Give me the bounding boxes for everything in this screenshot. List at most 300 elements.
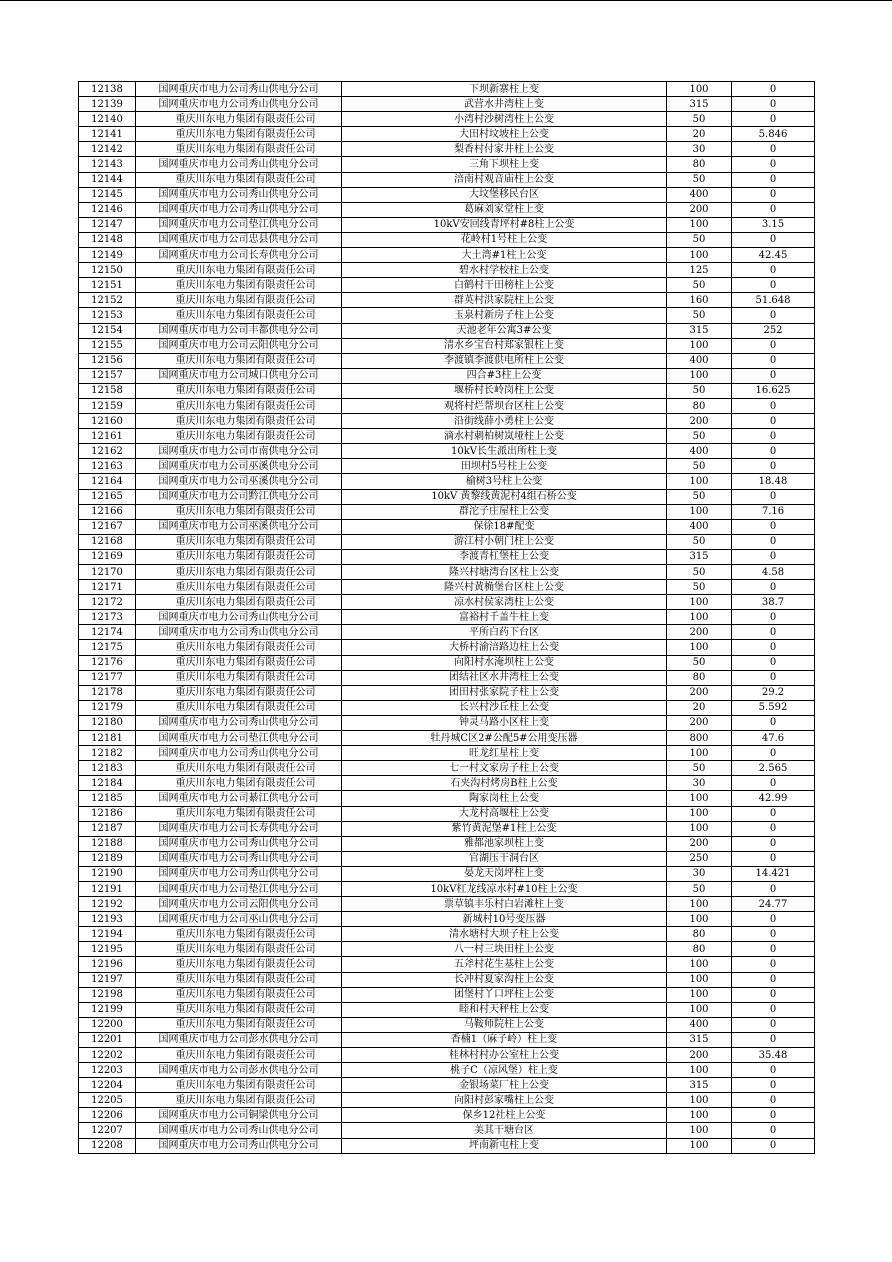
- capacity-cell: 100: [667, 987, 732, 1002]
- row-id-cell: 12207: [79, 1123, 136, 1138]
- capacity-cell: 315: [667, 1032, 732, 1047]
- transformer-name-cell: 团堡村丫口坪柱上公变: [342, 987, 667, 1002]
- value-cell: 0: [732, 776, 815, 791]
- value-cell: 0: [732, 157, 815, 172]
- value-cell: 0: [732, 278, 815, 293]
- table-row: [79, 248, 815, 263]
- transformer-name-cell: 睦和村天秤柱上公变: [342, 1002, 667, 1017]
- transformer-table: [78, 81, 815, 1154]
- value-cell: 4.58: [732, 565, 815, 580]
- value-cell: 0: [732, 444, 815, 459]
- row-id-cell: 12202: [79, 1048, 136, 1063]
- table-row: [79, 881, 815, 896]
- transformer-name-cell: 观将村烂帮坝台区柱上公变: [342, 398, 667, 413]
- value-cell: 0: [732, 97, 815, 112]
- capacity-cell: 100: [667, 610, 732, 625]
- table-row: [79, 776, 815, 791]
- table-row: [79, 836, 815, 851]
- value-cell: 0: [732, 836, 815, 851]
- capacity-cell: 400: [667, 353, 732, 368]
- capacity-cell: 200: [667, 625, 732, 640]
- value-cell: 0: [732, 429, 815, 444]
- transformer-name-cell: 陶家岗柱上公变: [342, 791, 667, 806]
- transformer-name-cell: 田坝村5号柱上公变: [342, 459, 667, 474]
- transformer-name-cell: 官湖压干洞台区: [342, 851, 667, 866]
- capacity-cell: 50: [667, 232, 732, 247]
- transformer-name-cell: 马鞍师院柱上公变: [342, 1017, 667, 1032]
- company-cell: 国网重庆市电力公司秀山供电分公司: [136, 746, 342, 761]
- table-row: [79, 1017, 815, 1032]
- row-id-cell: 12191: [79, 881, 136, 896]
- company-cell: 国网重庆市电力公司云阳供电分公司: [136, 338, 342, 353]
- transformer-name-cell: 下坝新寨柱上变: [342, 82, 667, 97]
- transformer-name-cell: 牡丹城C区2#公配5#公用变压器: [342, 731, 667, 746]
- value-cell: 0: [732, 580, 815, 595]
- value-cell: 0: [732, 670, 815, 685]
- table-row: [79, 655, 815, 670]
- row-id-cell: 12200: [79, 1017, 136, 1032]
- company-cell: 重庆川东电力集团有限责任公司: [136, 942, 342, 957]
- table-row: [79, 640, 815, 655]
- value-cell: 0: [732, 187, 815, 202]
- transformer-name-cell: 玉泉村新房子柱上公变: [342, 308, 667, 323]
- transformer-name-cell: 向阳村彭家嘴柱上公变: [342, 1093, 667, 1108]
- value-cell: 0: [732, 655, 815, 670]
- transformer-name-cell: 群沱子庄屋柱上公变: [342, 504, 667, 519]
- table-row: [79, 383, 815, 398]
- transformer-name-cell: 长兴村沙丘柱上公变: [342, 700, 667, 715]
- table-row: [79, 142, 815, 157]
- transformer-name-cell: 10kV安回线青坪村#8柱上公变: [342, 217, 667, 232]
- transformer-name-cell: 大田村坟坡柱上公变: [342, 127, 667, 142]
- company-cell: 国网重庆市电力公司黔江供电分公司: [136, 489, 342, 504]
- table-row: [79, 1138, 815, 1153]
- transformer-name-cell: 10kV 黄黎线黄泥村4组石桥公变: [342, 489, 667, 504]
- value-cell: 0: [732, 942, 815, 957]
- company-cell: 国网重庆市电力公司巫山供电分公司: [136, 912, 342, 927]
- table-row: [79, 685, 815, 700]
- capacity-cell: 100: [667, 1002, 732, 1017]
- company-cell: 重庆川东电力集团有限责任公司: [136, 640, 342, 655]
- table-row: [79, 1048, 815, 1063]
- table-row: [79, 263, 815, 278]
- value-cell: 0: [732, 1138, 815, 1153]
- capacity-cell: 100: [667, 897, 732, 912]
- transformer-name-cell: 榆树3号柱上公变: [342, 474, 667, 489]
- table-row: [79, 912, 815, 927]
- transformer-name-cell: 晏龙天岗坪柱上变: [342, 866, 667, 881]
- row-id-cell: 12181: [79, 731, 136, 746]
- transformer-name-cell: 团田村张家院子柱上公变: [342, 685, 667, 700]
- capacity-cell: 400: [667, 444, 732, 459]
- transformer-name-cell: 沿街线薛小勇柱上公变: [342, 414, 667, 429]
- company-cell: 重庆川东电力集团有限责任公司: [136, 1002, 342, 1017]
- capacity-cell: 50: [667, 489, 732, 504]
- value-cell: 0: [732, 398, 815, 413]
- row-id-cell: 12173: [79, 610, 136, 625]
- table-row: [79, 897, 815, 912]
- row-id-cell: 12163: [79, 459, 136, 474]
- row-id-cell: 12171: [79, 580, 136, 595]
- company-cell: 重庆川东电力集团有限责任公司: [136, 987, 342, 1002]
- capacity-cell: 50: [667, 881, 732, 896]
- value-cell: 0: [732, 957, 815, 972]
- capacity-cell: 100: [667, 217, 732, 232]
- table-row: [79, 565, 815, 580]
- transformer-name-cell: 李渡镇李渡供电所柱上公变: [342, 353, 667, 368]
- company-cell: 重庆川东电力集团有限责任公司: [136, 1093, 342, 1108]
- table-row: [79, 625, 815, 640]
- capacity-cell: 100: [667, 1123, 732, 1138]
- capacity-cell: 400: [667, 519, 732, 534]
- row-id-cell: 12186: [79, 806, 136, 821]
- company-cell: 国网重庆市电力公司城口供电分公司: [136, 368, 342, 383]
- company-cell: 国网重庆市电力公司垫江供电分公司: [136, 217, 342, 232]
- table-row: [79, 217, 815, 232]
- table-row: [79, 791, 815, 806]
- row-id-cell: 12166: [79, 504, 136, 519]
- transformer-name-cell: 清水塘村大坝子柱上公变: [342, 927, 667, 942]
- table-row: [79, 293, 815, 308]
- row-id-cell: 12164: [79, 474, 136, 489]
- row-id-cell: 12152: [79, 293, 136, 308]
- transformer-name-cell: 清水乡宝台村郑家银柱上变: [342, 338, 667, 353]
- table-row: [79, 82, 815, 97]
- company-cell: 国网重庆市电力公司巫溪供电分公司: [136, 519, 342, 534]
- row-id-cell: 12140: [79, 112, 136, 127]
- table-row: [79, 444, 815, 459]
- company-cell: 重庆川东电力集团有限责任公司: [136, 927, 342, 942]
- row-id-cell: 12208: [79, 1138, 136, 1153]
- transformer-name-cell: 桃子C（凉风堡）柱上变: [342, 1063, 667, 1078]
- page-top-border: [0, 0, 892, 1]
- transformer-name-cell: 七一村文家房子柱上公变: [342, 761, 667, 776]
- table-row: [79, 398, 815, 413]
- row-id-cell: 12178: [79, 685, 136, 700]
- capacity-cell: 100: [667, 1108, 732, 1123]
- value-cell: 252: [732, 323, 815, 338]
- capacity-cell: 50: [667, 534, 732, 549]
- value-cell: 42.45: [732, 248, 815, 263]
- company-cell: 重庆川东电力集团有限责任公司: [136, 293, 342, 308]
- capacity-cell: 50: [667, 761, 732, 776]
- capacity-cell: 100: [667, 338, 732, 353]
- company-cell: 重庆川东电力集团有限责任公司: [136, 595, 342, 610]
- row-id-cell: 12151: [79, 278, 136, 293]
- table-row: [79, 232, 815, 247]
- transformer-name-cell: 大坟堡移民台区: [342, 187, 667, 202]
- value-cell: 0: [732, 519, 815, 534]
- row-id-cell: 12176: [79, 655, 136, 670]
- table-row: [79, 1093, 815, 1108]
- table-row: [79, 429, 815, 444]
- company-cell: 重庆川东电力集团有限责任公司: [136, 142, 342, 157]
- company-cell: 重庆川东电力集团有限责任公司: [136, 972, 342, 987]
- value-cell: 0: [732, 142, 815, 157]
- company-cell: 重庆川东电力集团有限责任公司: [136, 112, 342, 127]
- transformer-table-body: [79, 82, 815, 1154]
- company-cell: 国网重庆市电力公司长寿供电分公司: [136, 248, 342, 263]
- transformer-name-cell: 美其干塘台区: [342, 1123, 667, 1138]
- value-cell: 0: [732, 912, 815, 927]
- capacity-cell: 50: [667, 565, 732, 580]
- capacity-cell: 315: [667, 1078, 732, 1093]
- capacity-cell: 200: [667, 202, 732, 217]
- transformer-name-cell: 新城村10号变压器: [342, 912, 667, 927]
- row-id-cell: 12162: [79, 444, 136, 459]
- row-id-cell: 12192: [79, 897, 136, 912]
- company-cell: 重庆川东电力集团有限责任公司: [136, 278, 342, 293]
- capacity-cell: 80: [667, 157, 732, 172]
- table-row: [79, 866, 815, 881]
- transformer-name-cell: 坪南新屯柱上变: [342, 1138, 667, 1153]
- capacity-cell: 50: [667, 112, 732, 127]
- value-cell: 3.15: [732, 217, 815, 232]
- table-row: [79, 1002, 815, 1017]
- row-id-cell: 12196: [79, 957, 136, 972]
- row-id-cell: 12172: [79, 595, 136, 610]
- company-cell: 国网重庆市电力公司长寿供电分公司: [136, 821, 342, 836]
- company-cell: 重庆川东电力集团有限责任公司: [136, 398, 342, 413]
- value-cell: 0: [732, 625, 815, 640]
- capacity-cell: 400: [667, 1017, 732, 1032]
- row-id-cell: 12180: [79, 715, 136, 730]
- company-cell: 重庆川东电力集团有限责任公司: [136, 1048, 342, 1063]
- company-cell: 国网重庆市电力公司秀山供电分公司: [136, 97, 342, 112]
- company-cell: 重庆川东电力集团有限责任公司: [136, 776, 342, 791]
- capacity-cell: 200: [667, 414, 732, 429]
- table-row: [79, 942, 815, 957]
- table-row: [79, 580, 815, 595]
- row-id-cell: 12146: [79, 202, 136, 217]
- table-row: [79, 746, 815, 761]
- transformer-name-cell: 天池老年公寓3#公变: [342, 323, 667, 338]
- capacity-cell: 100: [667, 474, 732, 489]
- row-id-cell: 12158: [79, 383, 136, 398]
- capacity-cell: 100: [667, 1063, 732, 1078]
- value-cell: 0: [732, 308, 815, 323]
- table-row: [79, 806, 815, 821]
- transformer-name-cell: 10kV杠龙线凉水村#10柱上公变: [342, 881, 667, 896]
- table-row: [79, 670, 815, 685]
- row-id-cell: 12199: [79, 1002, 136, 1017]
- transformer-name-cell: 群英村洪家院柱上公变: [342, 293, 667, 308]
- value-cell: 0: [732, 549, 815, 564]
- value-cell: 0: [732, 1063, 815, 1078]
- value-cell: 0: [732, 414, 815, 429]
- row-id-cell: 12155: [79, 338, 136, 353]
- value-cell: 42.99: [732, 791, 815, 806]
- value-cell: 0: [732, 1078, 815, 1093]
- company-cell: 重庆川东电力集团有限责任公司: [136, 806, 342, 821]
- value-cell: 51.648: [732, 293, 815, 308]
- transformer-name-cell: 钟灵马路小区柱上变: [342, 715, 667, 730]
- value-cell: 0: [732, 881, 815, 896]
- company-cell: 国网重庆市电力公司忠县供电分公司: [136, 232, 342, 247]
- value-cell: 0: [732, 1093, 815, 1108]
- company-cell: 国网重庆市电力公司秀山供电分公司: [136, 610, 342, 625]
- value-cell: 0: [732, 851, 815, 866]
- capacity-cell: 20: [667, 700, 732, 715]
- transformer-name-cell: 紫竹黄泥堡#1柱上公变: [342, 821, 667, 836]
- row-id-cell: 12165: [79, 489, 136, 504]
- capacity-cell: 50: [667, 655, 732, 670]
- table-row: [79, 414, 815, 429]
- value-cell: 7.16: [732, 504, 815, 519]
- capacity-cell: 50: [667, 459, 732, 474]
- company-cell: 国网重庆市电力公司彭水供电分公司: [136, 1063, 342, 1078]
- row-id-cell: 12169: [79, 549, 136, 564]
- table-row: [79, 368, 815, 383]
- value-cell: 0: [732, 640, 815, 655]
- row-id-cell: 12160: [79, 414, 136, 429]
- company-cell: 国网重庆市电力公司秀山供电分公司: [136, 715, 342, 730]
- value-cell: 35.48: [732, 1048, 815, 1063]
- capacity-cell: 400: [667, 187, 732, 202]
- value-cell: 24.77: [732, 897, 815, 912]
- company-cell: 重庆川东电力集团有限责任公司: [136, 1078, 342, 1093]
- company-cell: 重庆川东电力集团有限责任公司: [136, 565, 342, 580]
- row-id-cell: 12206: [79, 1108, 136, 1123]
- capacity-cell: 50: [667, 278, 732, 293]
- table-row: [79, 957, 815, 972]
- capacity-cell: 100: [667, 957, 732, 972]
- capacity-cell: 100: [667, 912, 732, 927]
- company-cell: 国网重庆市电力公司秀山供电分公司: [136, 202, 342, 217]
- row-id-cell: 12153: [79, 308, 136, 323]
- company-cell: 重庆川东电力集团有限责任公司: [136, 308, 342, 323]
- row-id-cell: 12201: [79, 1032, 136, 1047]
- transformer-name-cell: 八一村三块田柱上公变: [342, 942, 667, 957]
- value-cell: 0: [732, 489, 815, 504]
- transformer-name-cell: 白鹤村干田榜柱上公变: [342, 278, 667, 293]
- row-id-cell: 12193: [79, 912, 136, 927]
- capacity-cell: 100: [667, 368, 732, 383]
- capacity-cell: 100: [667, 806, 732, 821]
- company-cell: 重庆川东电力集团有限责任公司: [136, 414, 342, 429]
- transformer-name-cell: 隆兴村黄桷堡台区柱上公变: [342, 580, 667, 595]
- row-id-cell: 12195: [79, 942, 136, 957]
- capacity-cell: 100: [667, 248, 732, 263]
- capacity-cell: 100: [667, 1093, 732, 1108]
- value-cell: 0: [732, 263, 815, 278]
- table-row: [79, 987, 815, 1002]
- value-cell: 0: [732, 112, 815, 127]
- transformer-name-cell: 涪南村观音庙柱上公变: [342, 172, 667, 187]
- capacity-cell: 100: [667, 972, 732, 987]
- capacity-cell: 80: [667, 942, 732, 957]
- value-cell: 0: [732, 1032, 815, 1047]
- transformer-name-cell: 富裕村千盖牛柱上变: [342, 610, 667, 625]
- row-id-cell: 12157: [79, 368, 136, 383]
- transformer-name-cell: 堰桥村长岭岗柱上公变: [342, 383, 667, 398]
- table-row: [79, 157, 815, 172]
- capacity-cell: 50: [667, 580, 732, 595]
- value-cell: 0: [732, 1123, 815, 1138]
- capacity-cell: 50: [667, 429, 732, 444]
- value-cell: 0: [732, 927, 815, 942]
- table-row: [79, 97, 815, 112]
- company-cell: 重庆川东电力集团有限责任公司: [136, 670, 342, 685]
- transformer-name-cell: 旺龙红星柱上变: [342, 746, 667, 761]
- company-cell: 国网重庆市电力公司巫溪供电分公司: [136, 459, 342, 474]
- company-cell: 国网重庆市电力公司铜梁供电分公司: [136, 1108, 342, 1123]
- row-id-cell: 12143: [79, 157, 136, 172]
- table-row: [79, 338, 815, 353]
- row-id-cell: 12198: [79, 987, 136, 1002]
- row-id-cell: 12183: [79, 761, 136, 776]
- row-id-cell: 12184: [79, 776, 136, 791]
- capacity-cell: 80: [667, 927, 732, 942]
- value-cell: 0: [732, 368, 815, 383]
- company-cell: 国网重庆市电力公司市南供电分公司: [136, 444, 342, 459]
- table-row: [79, 1123, 815, 1138]
- transformer-name-cell: 凉水村侯家湾柱上公变: [342, 595, 667, 610]
- capacity-cell: 200: [667, 836, 732, 851]
- row-id-cell: 12154: [79, 323, 136, 338]
- row-id-cell: 12177: [79, 670, 136, 685]
- transformer-name-cell: 团结社区水井湾柱上公变: [342, 670, 667, 685]
- company-cell: 重庆川东电力集团有限责任公司: [136, 534, 342, 549]
- row-id-cell: 12142: [79, 142, 136, 157]
- row-id-cell: 12185: [79, 791, 136, 806]
- value-cell: 16.625: [732, 383, 815, 398]
- row-id-cell: 12170: [79, 565, 136, 580]
- table-row: [79, 474, 815, 489]
- value-cell: 47.6: [732, 731, 815, 746]
- table-row: [79, 323, 815, 338]
- capacity-cell: 160: [667, 293, 732, 308]
- row-id-cell: 12156: [79, 353, 136, 368]
- transformer-name-cell: 梨香村付家井柱上公变: [342, 142, 667, 157]
- table-row: [79, 610, 815, 625]
- value-cell: 0: [732, 1002, 815, 1017]
- transformer-name-cell: 长冲村夏家沟柱上公变: [342, 972, 667, 987]
- row-id-cell: 12194: [79, 927, 136, 942]
- value-cell: 0: [732, 338, 815, 353]
- value-cell: 29.2: [732, 685, 815, 700]
- company-cell: 重庆川东电力集团有限责任公司: [136, 655, 342, 670]
- value-cell: 0: [732, 1108, 815, 1123]
- transformer-name-cell: 小湾村沙树湾柱上公变: [342, 112, 667, 127]
- capacity-cell: 50: [667, 308, 732, 323]
- company-cell: 重庆川东电力集团有限责任公司: [136, 700, 342, 715]
- value-cell: 0: [732, 353, 815, 368]
- capacity-cell: 100: [667, 1138, 732, 1153]
- value-cell: 38.7: [732, 595, 815, 610]
- company-cell: 重庆川东电力集团有限责任公司: [136, 957, 342, 972]
- table-row: [79, 851, 815, 866]
- row-id-cell: 12188: [79, 836, 136, 851]
- row-id-cell: 12159: [79, 398, 136, 413]
- capacity-cell: 200: [667, 685, 732, 700]
- company-cell: 国网重庆市电力公司秀山供电分公司: [136, 836, 342, 851]
- company-cell: 重庆川东电力集团有限责任公司: [136, 353, 342, 368]
- table-row: [79, 700, 815, 715]
- transformer-name-cell: 雅都池家坝柱上变: [342, 836, 667, 851]
- transformer-name-cell: 向阳村水淹坝柱上公变: [342, 655, 667, 670]
- capacity-cell: 200: [667, 1048, 732, 1063]
- capacity-cell: 50: [667, 383, 732, 398]
- row-id-cell: 12138: [79, 82, 136, 97]
- table-row: [79, 927, 815, 942]
- transformer-name-cell: 隆兴村塘湾台区柱上公变: [342, 565, 667, 580]
- capacity-cell: 200: [667, 715, 732, 730]
- row-id-cell: 12179: [79, 700, 136, 715]
- value-cell: 0: [732, 82, 815, 97]
- table-row: [79, 821, 815, 836]
- row-id-cell: 12148: [79, 232, 136, 247]
